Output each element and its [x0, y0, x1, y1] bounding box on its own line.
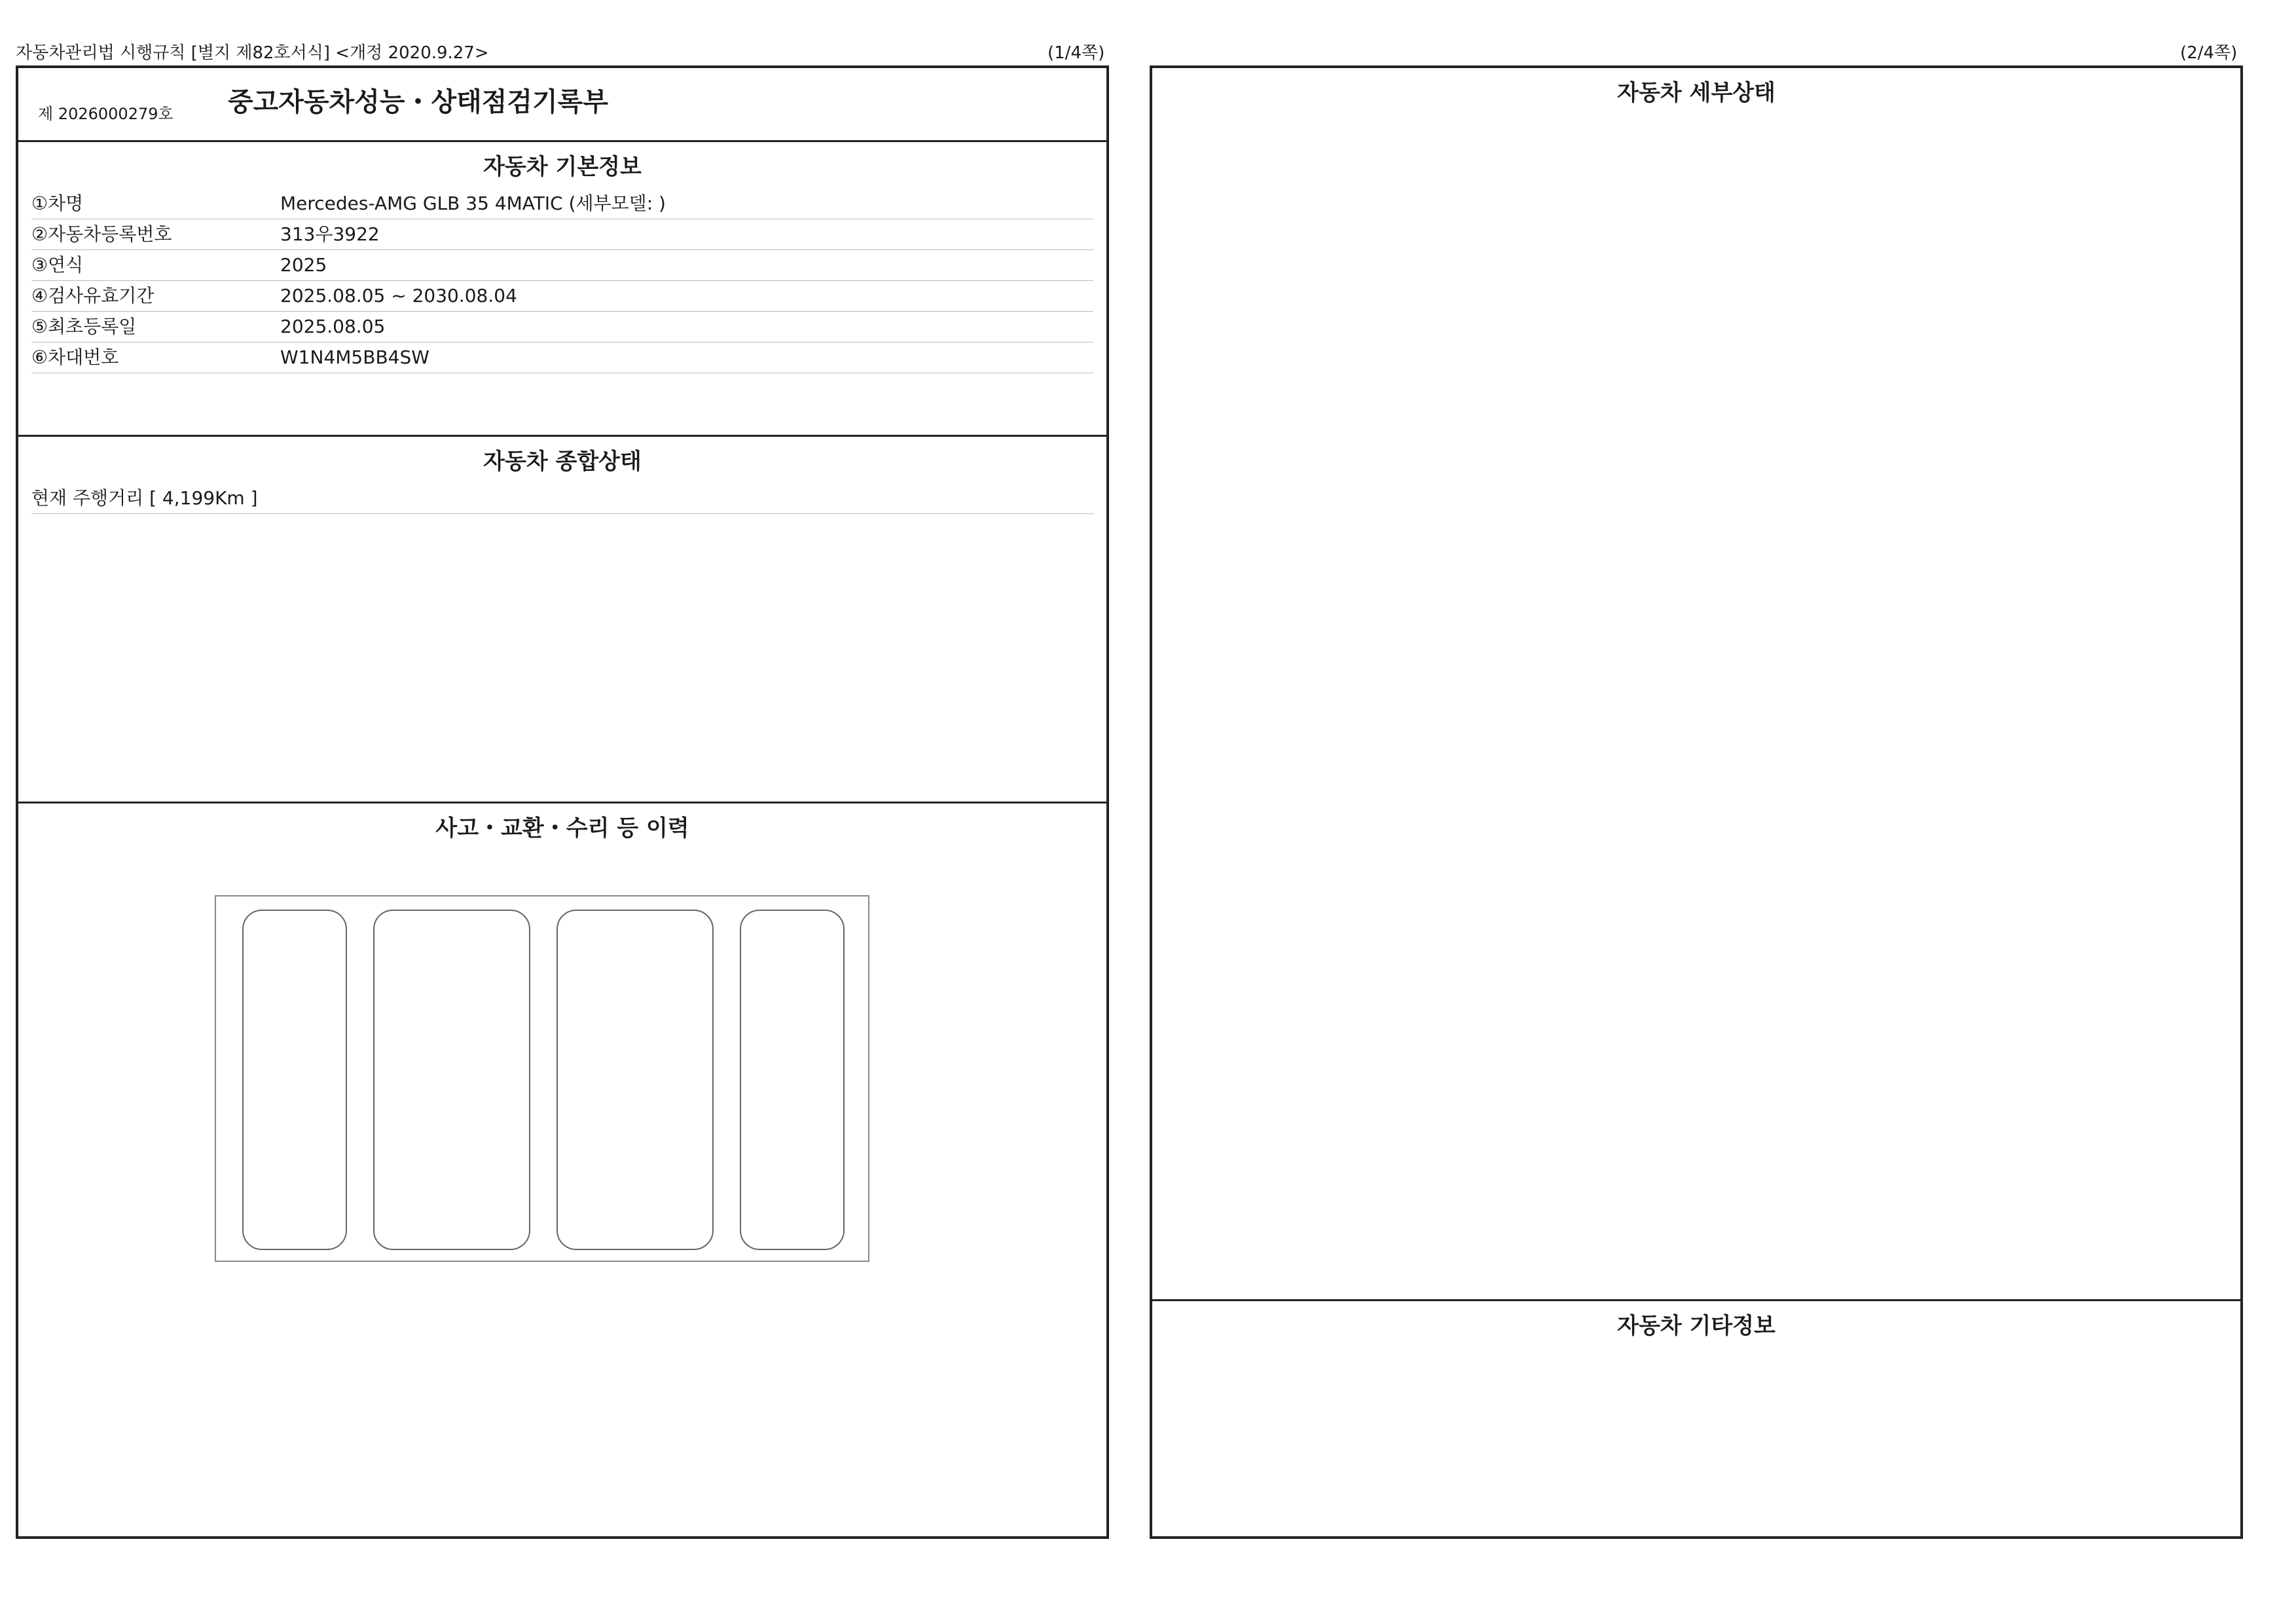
car-right-side: [740, 910, 845, 1250]
basic-info-label: ⑤최초등록일: [31, 316, 137, 337]
car-left-side: [242, 910, 347, 1250]
basic-info-row: [31, 342, 1093, 373]
basic-info-value: 313우3922: [280, 223, 380, 245]
mileage-value: 현재 주행거리 [ 4,199Km ]: [31, 487, 258, 509]
basic-info-title: 자동차 기본정보: [483, 154, 642, 180]
form-header: 자동차관리법 시행규칙 [별지 제82호서식] <개정 2020.9.27>: [16, 43, 489, 63]
other-info-section: [1152, 1299, 2240, 1346]
inspection-page-1: [16, 65, 1109, 1539]
overall-status-section: [18, 435, 1106, 521]
basic-info-label: ③연식: [31, 254, 84, 276]
basic-info-value: 2025.08.05 ~ 2030.08.04: [280, 285, 517, 306]
detail-status-section: [1152, 68, 2240, 113]
detail-status-title: 자동차 세부상태: [1617, 80, 1776, 106]
accident-history-section: [18, 802, 1106, 1539]
basic-info-row: [31, 312, 1093, 342]
car-diagram: [215, 895, 869, 1262]
basic-info-row: [31, 219, 1093, 250]
basic-info-value: W1N4M5BB4SW: [280, 346, 429, 368]
basic-info-value: 2025.08.05: [280, 316, 386, 337]
basic-info-row: [31, 281, 1093, 312]
inspection-page-2: [1150, 65, 2243, 1539]
page-number-1: (1/4쪽): [1048, 43, 1105, 63]
document-number: 제 2026000279호: [38, 105, 173, 123]
car-top-view: [373, 910, 530, 1250]
basic-info-value: 2025: [280, 254, 327, 276]
page-number-2: (2/4쪽): [2180, 43, 2238, 63]
basic-info-value: Mercedes-AMG GLB 35 4MATIC (세부모델: ): [280, 193, 666, 214]
basic-info-label: ①차명: [31, 193, 84, 214]
car-frame-view: [556, 910, 714, 1250]
other-info-title: 자동차 기타정보: [1617, 1313, 1776, 1339]
basic-info-label: ⑥차대번호: [31, 346, 119, 368]
basic-info-label: ④검사유효기간: [31, 285, 155, 306]
basic-info-label: ②자동차등록번호: [31, 223, 172, 245]
basic-info-row: [31, 250, 1093, 281]
document-title: 중고자동차성능・상태점검기록부: [228, 87, 608, 117]
basic-info-row: [31, 189, 1093, 219]
accident-history-title: 사고・교환・수리 등 이력: [435, 815, 689, 841]
overall-status-title: 자동차 종합상태: [483, 449, 642, 475]
basic-info-section: [18, 140, 1106, 380]
basic-info-rows: [31, 189, 1093, 373]
mileage-row: [31, 483, 1093, 514]
